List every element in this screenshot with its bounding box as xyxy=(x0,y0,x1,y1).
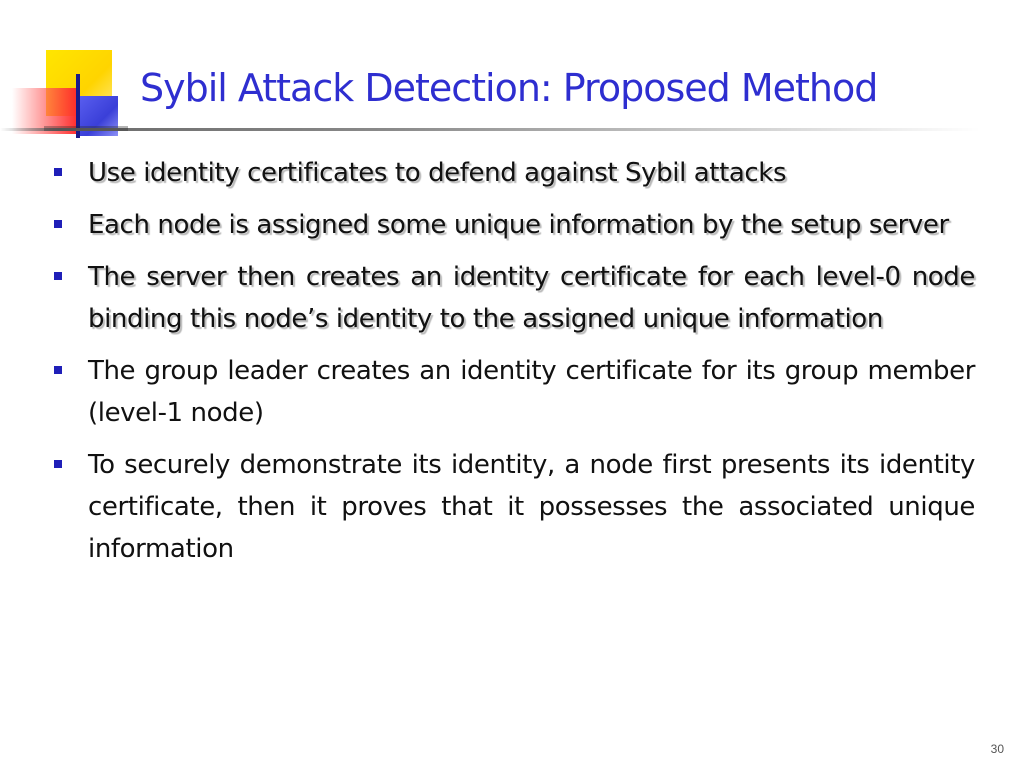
bullet-item xyxy=(50,256,975,340)
bullet-text: The group leader creates an identity certificate for its group member (level-1 node) xyxy=(88,356,975,428)
title-underline-accent xyxy=(44,126,128,131)
bullet-text: Each node is assigned some unique information by the setup server xyxy=(88,210,949,240)
bullet-text: The server then creates an identity certificate for each level-0 node binding this node’s identity to the assigned unique information xyxy=(88,262,975,334)
slide-title: Sybil Attack Detection: Proposed Method xyxy=(140,66,878,110)
bullet-item xyxy=(50,350,975,434)
bullet-square-icon xyxy=(54,168,62,176)
bullet-text: To securely demonstrate its identity, a node first presents its identity certificate, then it proves that it possesses the associated unique information xyxy=(88,450,975,564)
bullet-square-icon xyxy=(54,272,62,280)
bullet-square-icon xyxy=(54,220,62,228)
title-underline xyxy=(0,128,980,131)
bullet-square-icon xyxy=(54,460,62,468)
bullet-list xyxy=(50,152,975,580)
bullet-item xyxy=(50,152,975,194)
bullet-square-icon xyxy=(54,366,62,374)
bullet-item xyxy=(50,204,975,246)
page-number: 30 xyxy=(990,742,1004,756)
bullet-item xyxy=(50,444,975,570)
bullet-text: Use identity certificates to defend against Sybil attacks xyxy=(88,158,787,188)
